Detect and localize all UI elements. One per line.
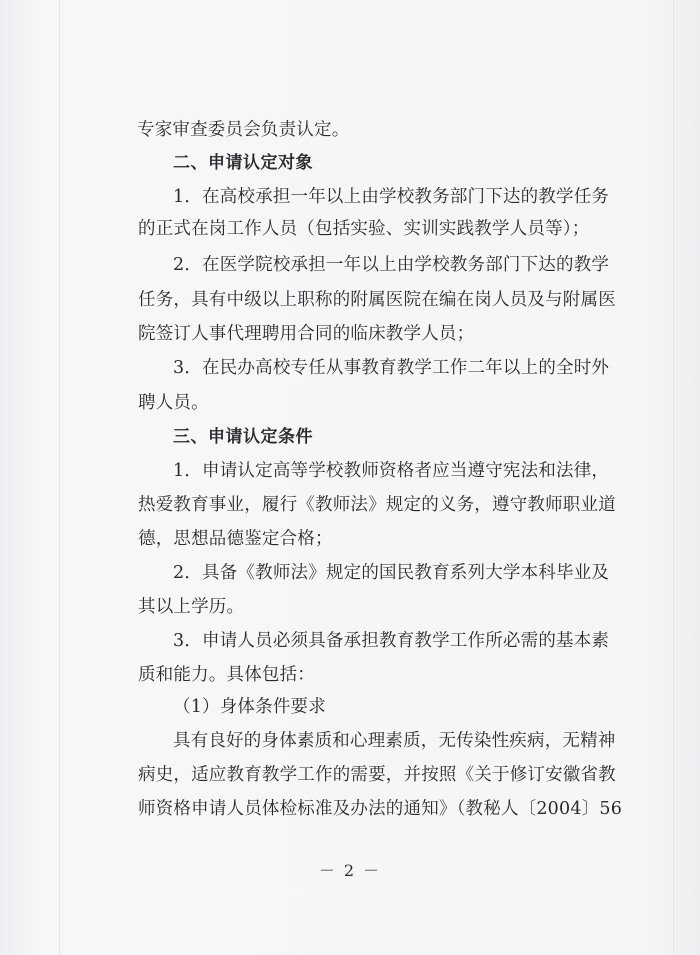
text-line: 热爱教育事业，履行《教师法》规定的义务，遵守教师职业道 [138,495,616,515]
text-line: 师资格申请人员体检标准及办法的通知》（教秘人〔2004〕56 [138,799,623,819]
text-line: 专家审查委员会负责认定。 [137,120,350,140]
text-line: 3．申请人员必须具备承担教育教学工作所必需的基本素 [173,631,610,651]
text-line: 3．在民办高校专任从事教育教学工作二年以上的全时外 [173,358,610,378]
scan-edge-right [673,0,674,955]
text-line: 病史，适应教育教学工作的需要，并按照《关于修订安徽省教 [138,765,616,785]
scan-edge-left [59,0,60,955]
text-line: 具有良好的身体素质和心理素质，无传染性疾病，无精神 [173,731,616,751]
section-heading: 三、申请认定条件 [173,427,313,447]
text-line: 2．在医学院校承担一年以上由学校教务部门下达的教学 [173,255,610,275]
text-line: 1．申请认定高等学校教师资格者应当遵守宪法和法律， [173,461,610,481]
page-number: － 2 － [318,861,382,880]
text-line: 院签订人事代理聘用合同的临床教学人员； [138,324,475,344]
text-line: 的正式在岗工作人员（包括实验、实训实践教学人员等）； [138,219,590,239]
text-line: 聘人员。 [138,393,209,413]
text-line: 德，思想品德鉴定合格； [138,529,333,549]
text-line: 质和能力。具体包括： [138,665,315,685]
section-heading: 二、申请认定对象 [173,153,313,173]
text-line: 任务，具有中级以上职称的附属医院在编在岗人员及与附属医 [138,290,616,310]
text-line: 其以上学历。 [138,597,245,617]
text-line: 1．在高校承担一年以上由学校教务部门下达的教学任务 [173,187,610,207]
subsection-heading: （1）身体条件要求 [173,697,326,717]
text-line: 2．具备《教师法》规定的国民教育系列大学本科毕业及 [173,563,610,583]
